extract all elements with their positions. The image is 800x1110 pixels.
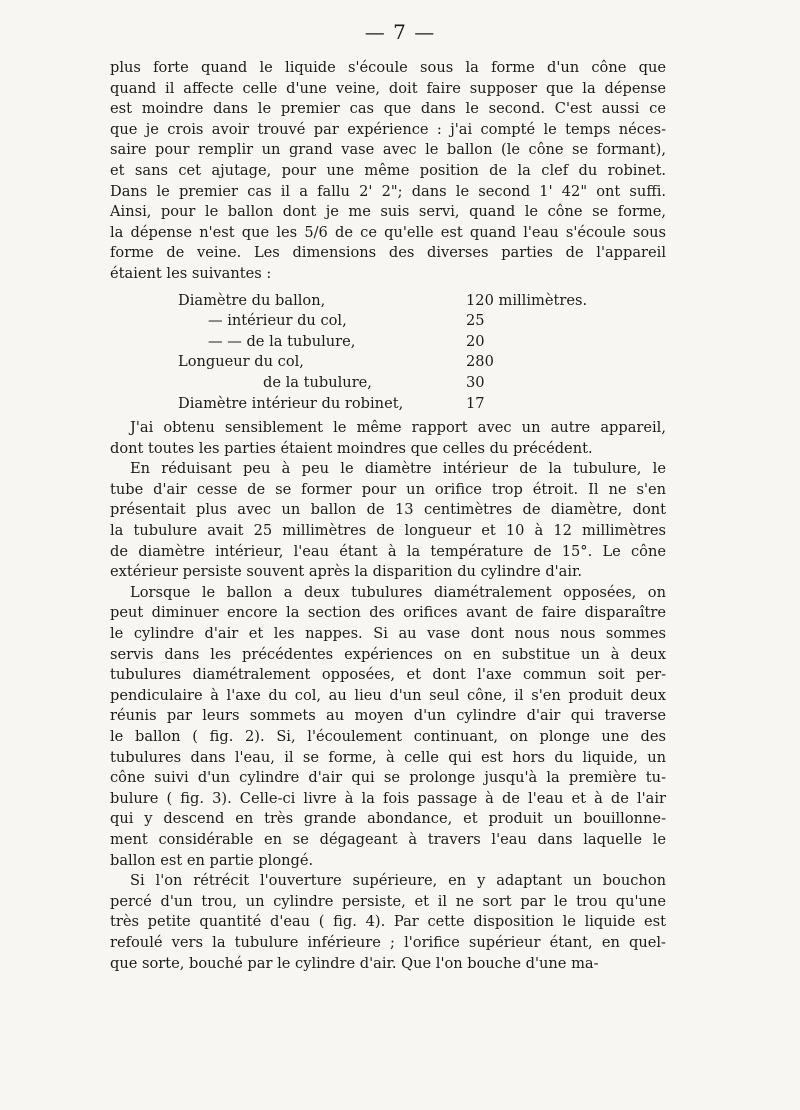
body-text (110, 58, 666, 974)
dimension-value: 30 (466, 373, 485, 391)
text-line: quand il affecte celle d'une veine, doit faire supposer que la dépense (110, 79, 666, 97)
paragraph-flow-observation (110, 58, 666, 285)
text-line: tubulures diamétralement opposées, et dont l'axe commun soit per- (110, 666, 666, 684)
text-line: Ainsi, pour le ballon dont je me suis servi, quand le cône se forme, (110, 203, 666, 221)
text-line: saire pour remplir un grand vase avec le ballon (le cône se formant), (110, 141, 666, 159)
text-line: le cylindre d'air et les nappes. Si au vase dont nous nous sommes (110, 625, 666, 643)
text-line: servis dans les précédentes expériences on en substitue un à deux (110, 645, 666, 663)
text-line: ballon est en partie plongé. (110, 851, 314, 869)
text-line: plus forte quand le liquide s'écoule sous la forme d'un cône que (110, 59, 666, 76)
dimension-row (110, 352, 666, 373)
dimension-label: de la tubulure, (263, 373, 372, 391)
text-line: présentait plus avec un ballon de 13 centimètres de diamètre, dont (110, 501, 666, 519)
text-line: Dans le premier cas il a fallu 2' 2"; dans le second 1' 42" ont suffi. (110, 182, 666, 200)
text-line: ment considérable en se dégageant à travers l'eau dans laquelle le (110, 830, 666, 848)
dimension-value: 17 (466, 394, 485, 412)
text-line: est moindre dans le premier cas que dans le second. C'est aussi ce (110, 100, 666, 118)
text-line: la tubulure avait 25 millimètres de longueur et 10 à 12 millimètres (110, 522, 666, 540)
text-line: que sorte, bouché par le cylindre d'air. Que l'on bouche d'une ma- (110, 954, 599, 972)
dimension-row (110, 373, 666, 394)
paragraph-second-apparatus (110, 418, 666, 459)
paragraph-upper-opening (110, 871, 666, 974)
text-line: Si l'on rétrécit l'ouverture supérieure, en y adaptant un bouchon (130, 872, 666, 890)
text-line: dont toutes les parties étaient moindres que celles du précédent. (110, 439, 593, 457)
dimension-value: 280 (466, 353, 494, 371)
text-line: que je crois avoir trouvé par expérience : j'ai compté le temps néces- (110, 120, 666, 138)
dimension-value: 20 (466, 332, 485, 350)
dimension-label: — intérieur du col, (208, 312, 347, 330)
dimension-label: Diamètre du ballon, (178, 291, 326, 309)
dimensions-table (110, 291, 666, 415)
page-number: — 7 — (364, 20, 436, 44)
text-line: refoulé vers la tubulure inférieure ; l'orifice supérieur étant, en quel- (110, 933, 666, 951)
dimension-label: — — de la tubulure, (208, 332, 356, 350)
text-line: bulure ( fig. 3). Celle-ci livre à la fois passage à de l'eau et à de l'air (110, 789, 666, 807)
text-line: très petite quantité d'eau ( fig. 4). Par cette disposition le liquide est (110, 913, 666, 931)
text-line: réunis par leurs sommets au moyen d'un cylindre d'air qui traverse (110, 707, 666, 725)
dimension-label: Longueur du col, (178, 353, 304, 371)
text-line: la dépense n'est que les 5/6 de ce qu'elle est quand l'eau s'écoule sous (110, 223, 666, 241)
paragraph-two-tubulures (110, 583, 666, 871)
text-line: pendiculaire à l'axe du col, au lieu d'un seul cône, il s'en produit deux (110, 686, 666, 704)
dimension-row (110, 394, 666, 415)
dimension-row (110, 311, 666, 332)
text-line: tube d'air cesse de se former pour un orifice trop étroit. Il ne s'en (110, 480, 666, 498)
text-line: extérieur persiste souvent après la disparition du cylindre d'air. (110, 563, 583, 581)
text-line: J'ai obtenu sensiblement le même rapport avec un autre appareil, (130, 419, 666, 437)
text-line: Lorsque le ballon a deux tubulures diamétralement opposées, on (130, 583, 666, 601)
text-line: et sans cet ajutage, pour une même position de la clef du robinet. (110, 161, 666, 179)
dimension-value: 25 (466, 312, 485, 330)
text-line: de diamètre intérieur, l'eau étant à la température de 15°. Le cône (110, 542, 666, 560)
text-line: percé d'un trou, un cylindre persiste, et il ne sort par le trou qu'une (110, 892, 666, 910)
text-line: forme de veine. Les dimensions des diverses parties de l'appareil (110, 244, 666, 262)
dimension-value: 120 millimètres. (466, 291, 588, 309)
dimension-row (110, 291, 666, 312)
text-line: qui y descend en très grande abondance, et produit un bouillonne- (110, 810, 666, 828)
dimension-row (110, 332, 666, 353)
text-line: peut diminuer encore la section des orifices avant de faire disparaître (110, 604, 666, 622)
text-line: tubulures dans l'eau, il se forme, à celle qui est hors du liquide, un (110, 748, 666, 766)
text-line: étaient les suivantes : (110, 264, 272, 282)
text-line: En réduisant peu à peu le diamètre intérieur de la tubulure, le (130, 460, 666, 478)
dimension-label: Diamètre intérieur du robinet, (178, 394, 404, 412)
paragraph-narrowing-tubulure (110, 459, 666, 583)
text-line: le ballon ( fig. 2). Si, l'écoulement continuant, on plonge une des (110, 728, 666, 745)
text-line: cône suivi d'un cylindre d'air qui se prolonge jusqu'à la première tu- (110, 769, 666, 787)
